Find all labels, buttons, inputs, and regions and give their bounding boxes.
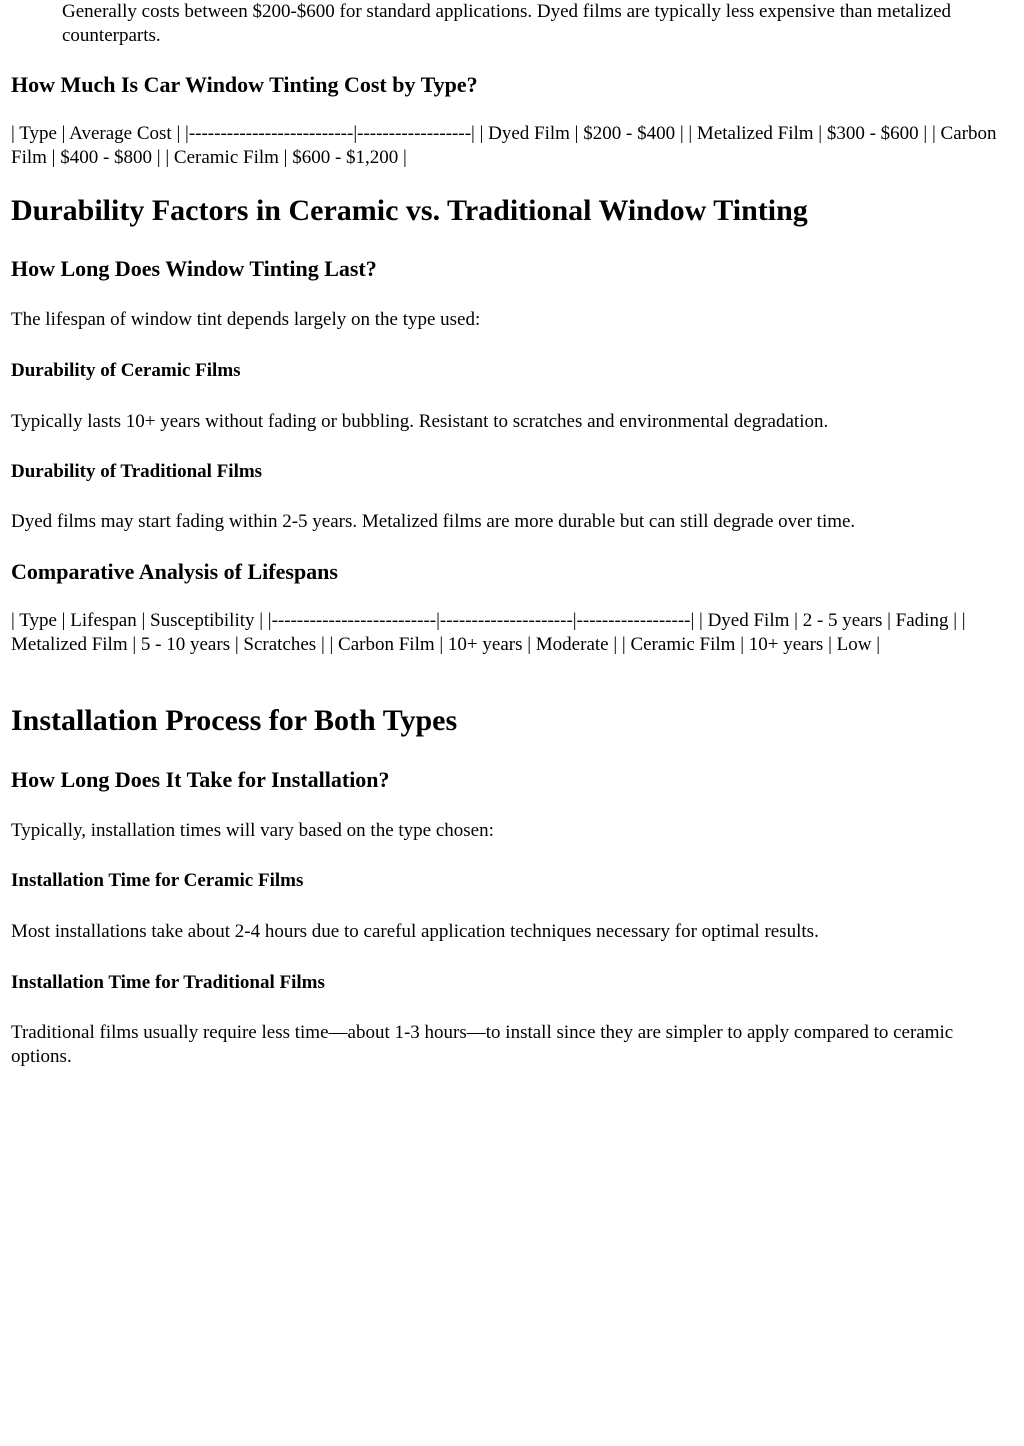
cost-table-text: | Type | Average Cost | |--------------------------|------------------| | Dyed Film | $200 - $400 | | Metalized Film | $300 - $600 | | Carbon Film | $400 - $800 | | Ceramic Film | $600 - $1,200 | <box>11 123 997 168</box>
traditional-install-text: Traditional films usually require less time—about 1-3 hours—to install since they are simpler to apply compared to ceramic options. <box>11 1022 954 1067</box>
durability-section-title: Durability Factors in Ceramic vs. Traditional Window Tinting <box>11 194 808 227</box>
installation-intro: Typically, installation times will vary based on the type chosen: <box>11 820 494 841</box>
installation-section-title: Installation Process for Both Types <box>11 704 458 737</box>
comparative-heading: Comparative Analysis of Lifespans <box>11 559 338 584</box>
ceramic-install-text: Most installations take about 2-4 hours due to careful application techniques necessary for optimal results. <box>11 921 819 942</box>
intro-paragraph: Generally costs between $200-$600 for standard applications. Dyed films are typically less expensive than metalized counterparts. <box>62 1 952 46</box>
ceramic-durability-text: Typically lasts 10+ years without fading or bubbling. Resistant to scratches and environmental degradation. <box>11 411 829 432</box>
installation-time-heading: How Long Does It Take for Installation? <box>11 767 390 792</box>
lifespan-intro: The lifespan of window tint depends largely on the type used: <box>11 309 481 330</box>
how-long-heading: How Long Does Window Tinting Last? <box>11 256 377 281</box>
traditional-durability-heading: Durability of Traditional Films <box>11 461 263 482</box>
ceramic-durability-heading: Durability of Ceramic Films <box>11 360 241 381</box>
ceramic-install-heading: Installation Time for Ceramic Films <box>11 870 304 891</box>
traditional-install-heading: Installation Time for Traditional Films <box>11 972 325 993</box>
lifespan-table-text: | Type | Lifespan | Susceptibility | |--------------------------|---------------------|------------------| | Dyed Film | 2 - 5 years | Fading | | Metalized Film | 5 - 10 years | Scratches | | Carbon Film | 10+ years | Moderate | | Ceramic Film | 10+ years | Low | <box>11 610 966 655</box>
traditional-durability-text: Dyed films may start fading within 2-5 years. Metalized films are more durable but can still degrade over time. <box>11 511 856 532</box>
cost-by-type-heading: How Much Is Car Window Tinting Cost by Type? <box>11 72 478 97</box>
